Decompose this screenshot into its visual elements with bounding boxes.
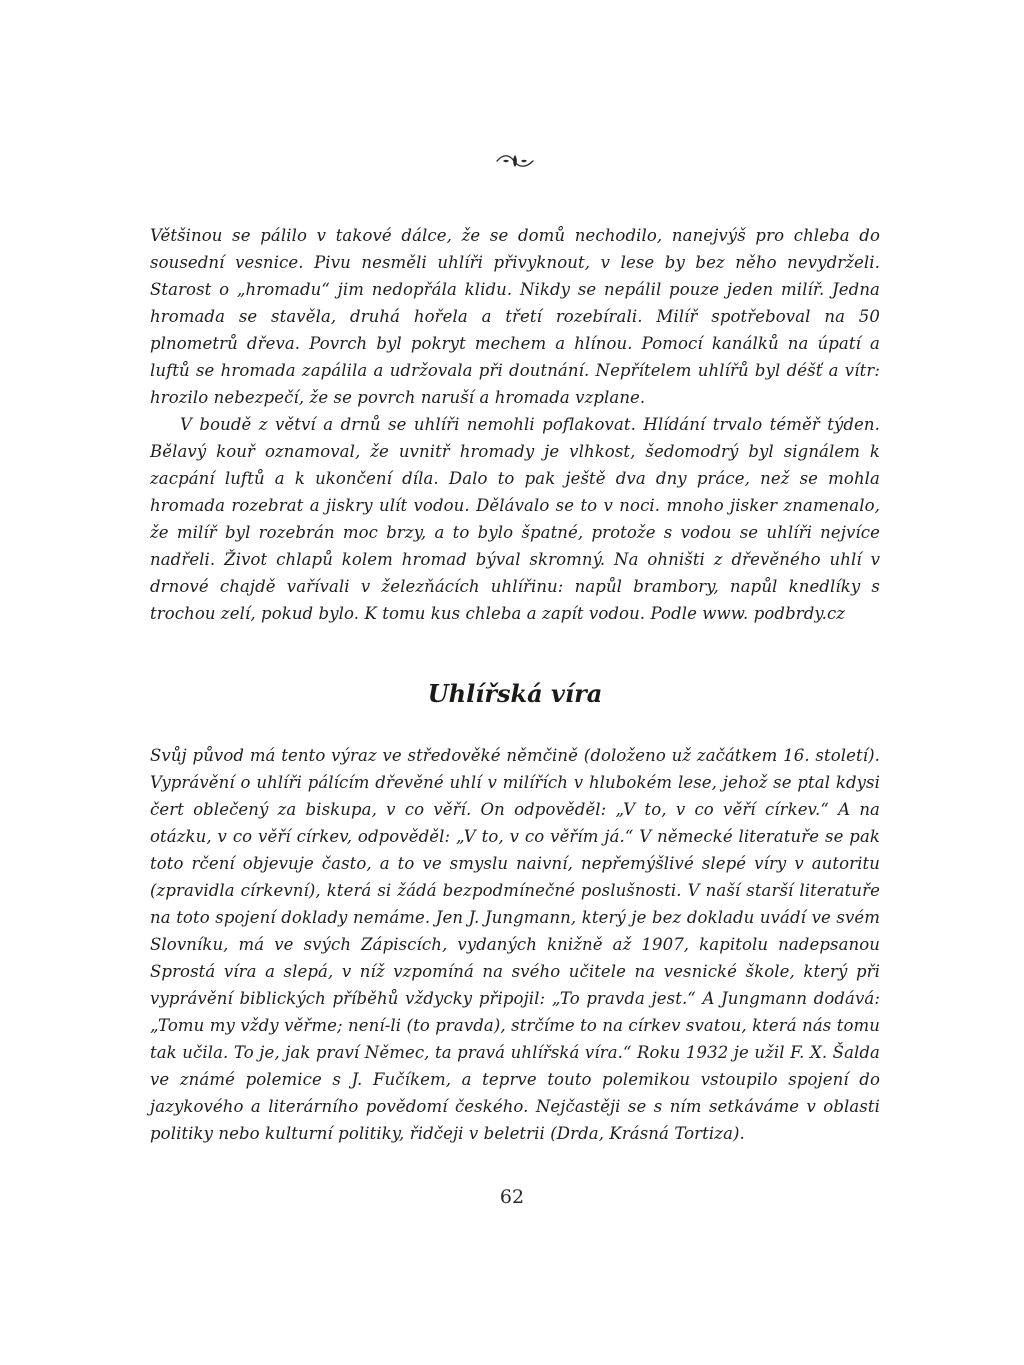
fleuron-icon (495, 152, 535, 170)
page-number: 62 (499, 1186, 525, 1208)
fleuron-ornament (150, 150, 880, 170)
paragraph-uhlirska-vira: Svůj původ má tento výraz ve středověké němčině (doloženo už začátkem 16. století). Vyprávění o uhlíři pálícím dřevěné uhlí v milířích v hlubokém lese, jehož se ptal kdysi čert oblečený za biskupa, v co věří. On odpověděl: „V to, v co věří církev.“ A na otázku, v co věří církev, odpověděl: „V to, v co věřím já.“ V německé literatuře se pak toto rčení objevuje často, a to ve smyslu naivní, nepřemýšlivé slepé víry v autoritu (zpravidla církevní), která si žádá bezpodmínečné poslušnosti. V naší starší literatuře na toto spojení doklady nemáme. Jen J. Jungmann, který je bez dokladu uvádí ve svém Slovníku, má ve svých Zápiscích, vydaných knižně až 1907, kapitolu nadepsanou Sprostá víra a slepá, v níž vzpomíná na svého učitele na vesnické škole, který při vyprávění biblických příběhů vždycky připojil: „To pravda jest.“ A Jungmann dodává: „Tomu my vždy věřme; není-li (to pravda), strčíme to na církev svatou, která nás tomu tak učila. To je, jak praví Němec, ta pravá uhlířská víra.“ Roku 1932 je užil F. X. Šalda ve známé polemice s J. Fučíkem, a teprve touto polemikou vstoupilo spojení do jazykového a literárního povědomí českého. Nejčastěji se s ním setkáváme v oblasti politiky nebo kulturní politiky, řidčeji v beletrii (Drda, Krásná Tortiza). (150, 746, 880, 1143)
section-heading: Uhlířská víra (427, 679, 603, 708)
paragraph-charcoal-burning-1: Většinou se pálilo v takové dálce, že se domů nechodilo, nanejvýš pro chleba do sousední vesnice. Pivu nesměli uhlíři přivyknout, v lese by bez něho nevydrželi. Starost o „hromadu“ jim nedopřála klidu. Nikdy se nepálil pouze jeden milíř. Jedna hromada se stavěla, druhá hořela a třetí rozebírali. Milíř spotřeboval na 50 plnometrů dřeva. Povrch byl pokryt mechem a hlínou. Pomocí kanálků na úpatí a luftů se hromada zapálila a udržovala při doutnání. Nepřítelem uhlířů byl déšť a vítr: hrozilo nebezpečí, že se povrch naruší a hromada vzplane. (150, 226, 880, 407)
paragraph-charcoal-burning-2: V boudě z větví a drnů se uhlíři nemohli poflakovat. Hlídání trvalo téměř týden. Bělavý kouř oznamoval, že uvnitř hromady je vlhkost, šedomodrý byl signálem k zacpání luftů a k ukončení díla. Dalo to pak ještě dva dny práce, než se mohla hromada rozebrat a jiskry ulít vodou. Dělávalo se to v noci. mnoho jisker znamenalo, že milíř byl rozebrán moc brzy, a to bylo špatné, protože s vodou se uhlíři nejvíce nadřeli. Život chlapů kolem hromad býval skromný. Na ohništi z dřevěného uhlí v drnové chajdě vařívali v železňácích uhlířinu: napůl brambory, napůl knedlíky s trochou zelí, pokud bylo. K tomu kus chleba a zapít vodou. Podle www. podbrdy.cz (150, 415, 880, 623)
